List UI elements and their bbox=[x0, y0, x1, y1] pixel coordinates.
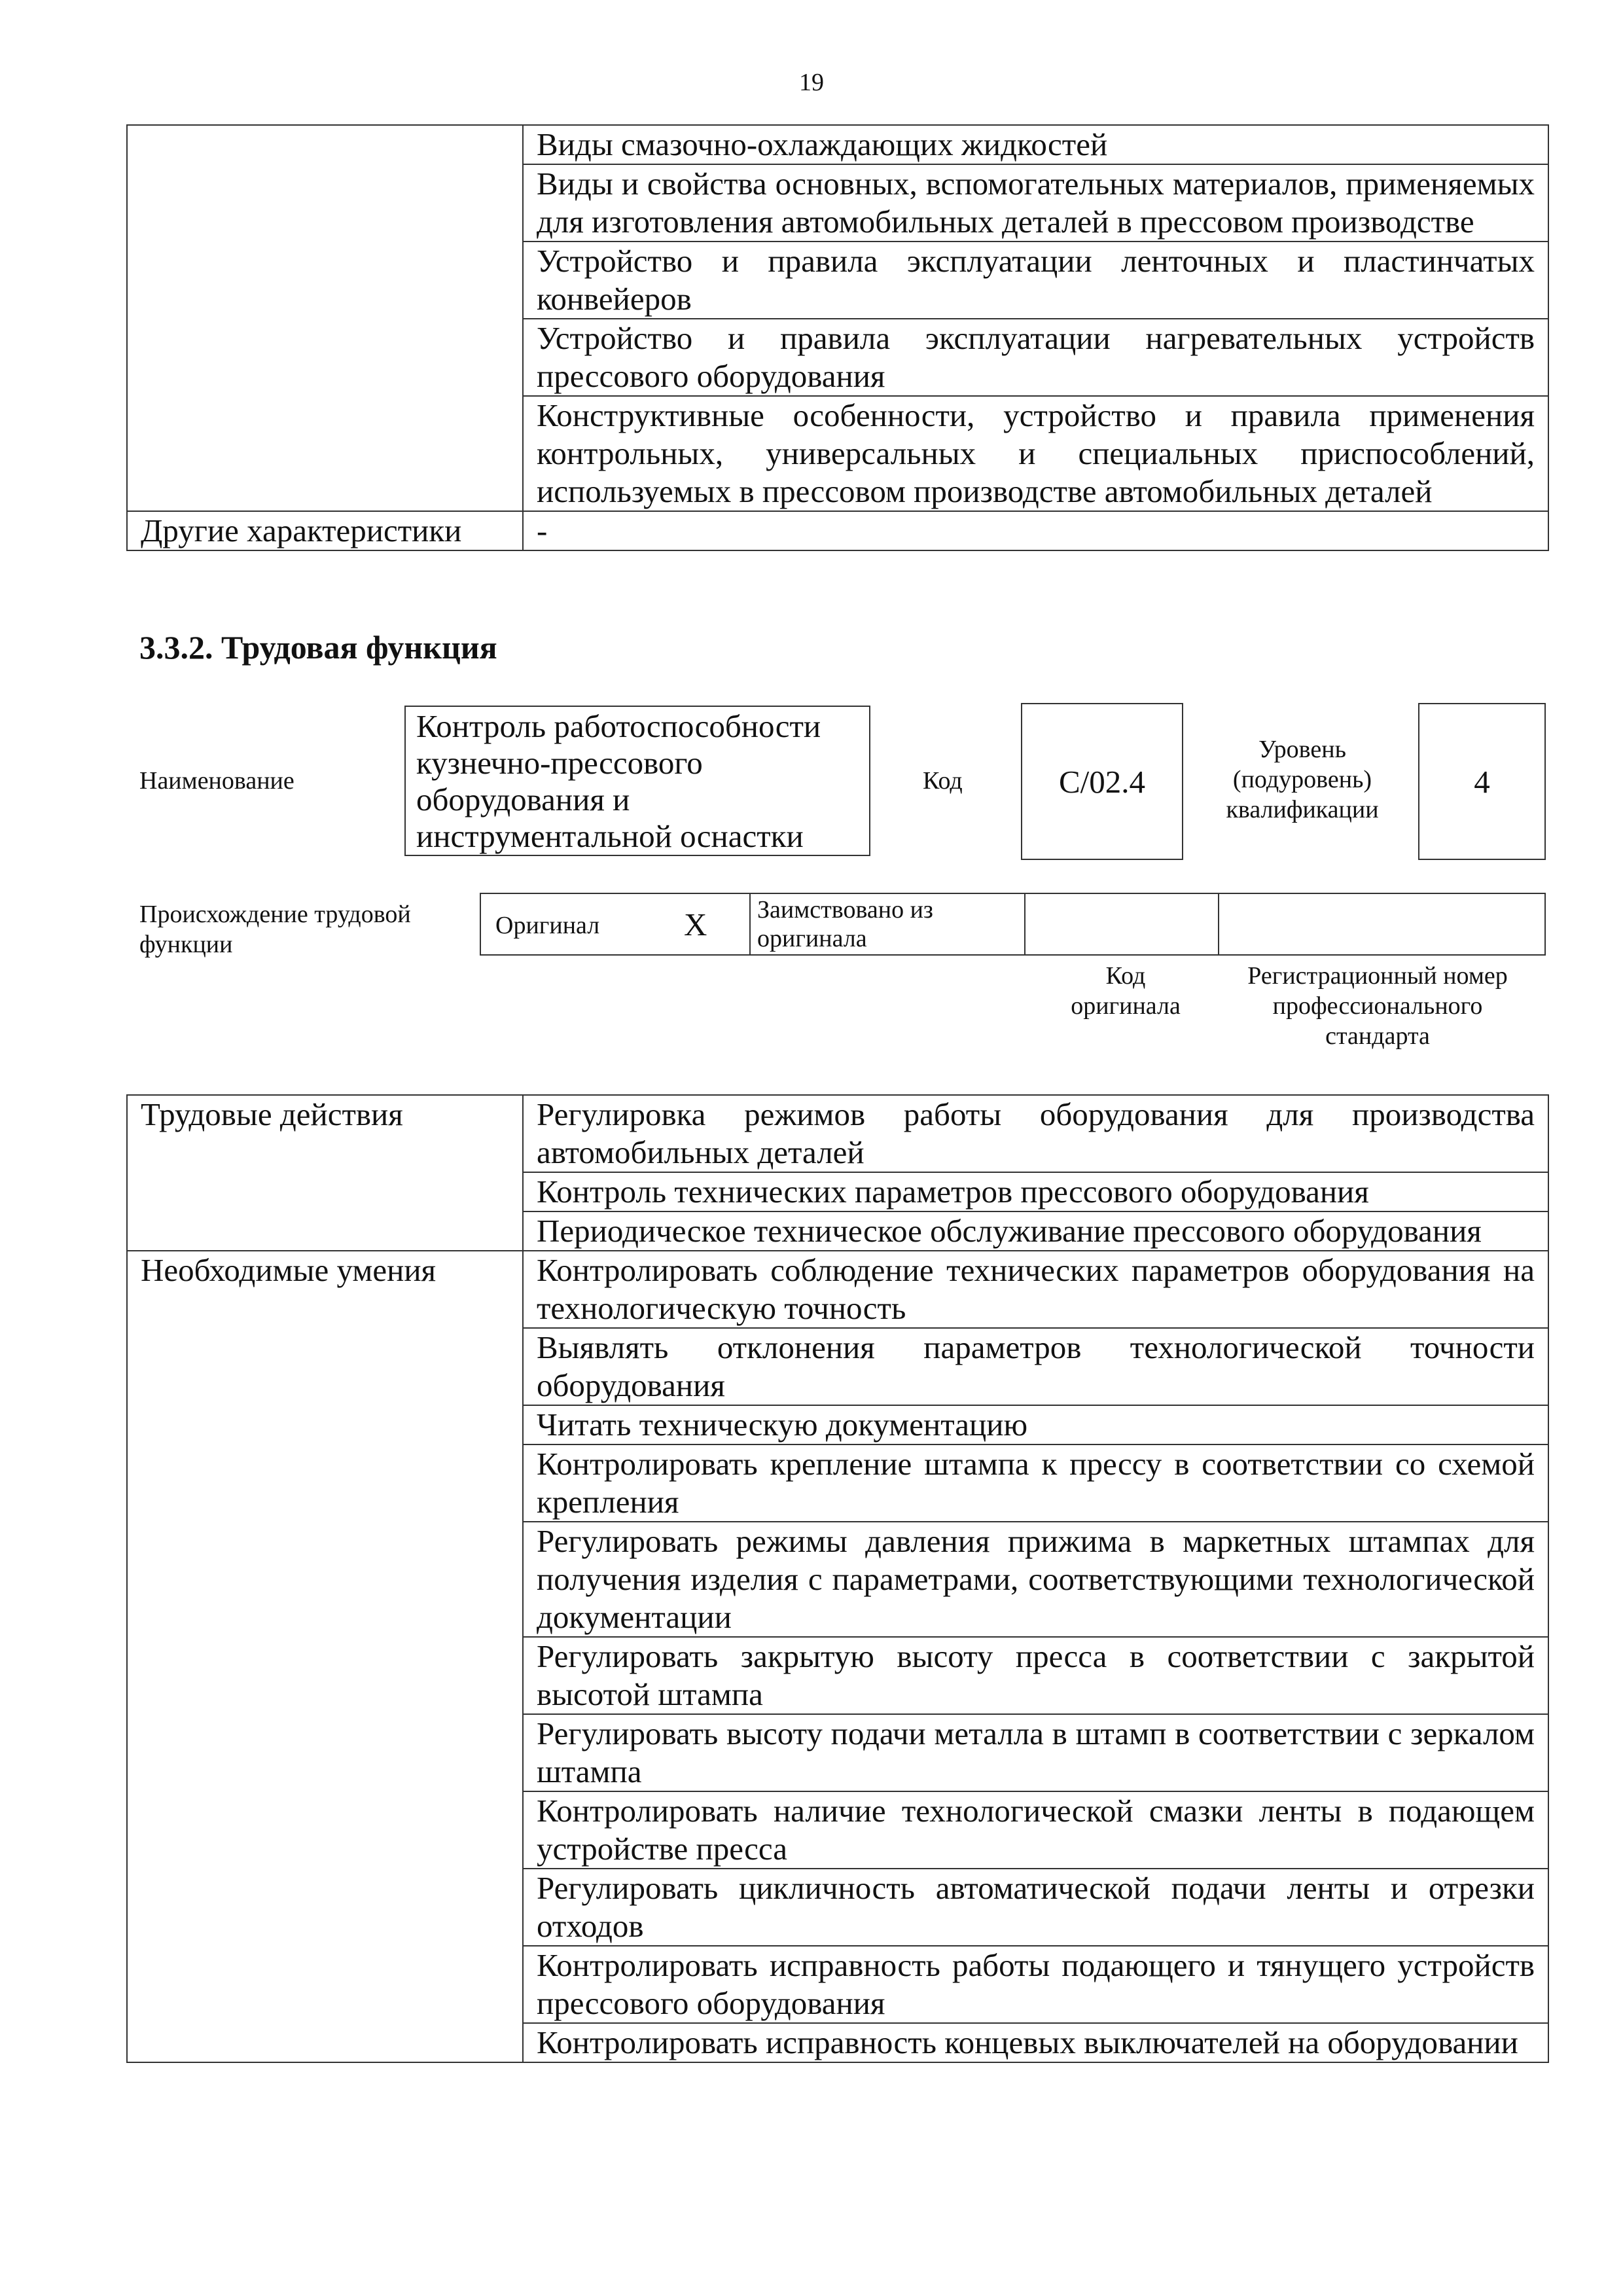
table-row: Контролировать наличие технологической смазки ленты в подающем устройстве пресса bbox=[523, 1791, 1548, 1869]
table-row: Конструктивные особенности, устройство и правила применения контрольных, универсальных и специальных приспособлений, используемых в прессовом производстве автомобильных деталей bbox=[523, 396, 1548, 511]
name-label: Наименование bbox=[139, 767, 294, 795]
borrowed-cell: Заимствовано из оригинала bbox=[751, 894, 1026, 954]
function-code-box: C/02.4 bbox=[1021, 703, 1183, 860]
table-row: Регулировать режимы давления прижима в маркетных штампах для получения изделия с параметрами, соответствующими технологической документации bbox=[523, 1522, 1548, 1637]
table-row: - bbox=[523, 511, 1548, 550]
table-row: Выявлять отклонения параметров технологической точности оборудования bbox=[523, 1328, 1548, 1405]
continuation-table bbox=[126, 124, 1549, 551]
table-row: Устройство и правила эксплуатации ленточных и пластинчатых конвейеров bbox=[523, 242, 1548, 319]
table-row: Контроль технических параметров прессового оборудования bbox=[523, 1172, 1548, 1211]
table-label-cell: Другие характеристики bbox=[127, 511, 523, 550]
table-row: Устройство и правила эксплуатации нагревательных устройств прессового оборудования bbox=[523, 319, 1548, 396]
table-row: Контролировать исправность концевых выключателей на оборудовании bbox=[523, 2023, 1548, 2062]
level-label: Уровень (подуровень) квалификации bbox=[1226, 736, 1379, 823]
table-row: Контролировать соблюдение технических параметров оборудования на технологическую точность bbox=[523, 1251, 1548, 1328]
main-table bbox=[126, 1094, 1549, 2063]
table-label-cell: Трудовые действия bbox=[127, 1095, 523, 1251]
origin-label: Происхождение трудовой функции bbox=[139, 901, 411, 958]
table-row: Регулировать закрытую высоту пресса в соответствии с закрытой высотой штампа bbox=[523, 1637, 1548, 1714]
origin-table bbox=[480, 893, 1546, 956]
reg-caption: Регистрационный номер профессионального стандарта bbox=[1247, 962, 1508, 1050]
original-label: Оригинал bbox=[495, 912, 600, 939]
table-label-cell bbox=[127, 125, 523, 511]
table-row: Контролировать исправность работы подающего и тянущего устройств прессового оборудования bbox=[523, 1946, 1548, 2023]
original-mark: X bbox=[684, 906, 707, 942]
table-row: Контролировать крепление штампа к прессу в соответствии со схемой крепления bbox=[523, 1444, 1548, 1522]
function-name-box: Контроль работоспособности кузнечно-прессового оборудования и инструментальной оснастки bbox=[404, 706, 870, 856]
table-row: Регулировать цикличность автоматической подачи ленты и отрезки отходов bbox=[523, 1869, 1548, 1946]
reg-number-cell bbox=[1219, 894, 1544, 954]
original-cell bbox=[481, 894, 751, 954]
page-number: 19 bbox=[799, 69, 824, 96]
table-row: Периодическое техническое обслуживание прессового оборудования bbox=[523, 1211, 1548, 1251]
table-row: Регулировка режимов работы оборудования для производства автомобильных деталей bbox=[523, 1095, 1548, 1172]
original-code-cell bbox=[1026, 894, 1219, 954]
table-row: Виды и свойства основных, вспомогательных материалов, применяемых для изготовления автомобильных деталей в прессовом производстве bbox=[523, 164, 1548, 242]
table-label-cell: Необходимые умения bbox=[127, 1251, 523, 2062]
table-row: Виды смазочно-охлаждающих жидкостей bbox=[523, 125, 1548, 164]
qualification-level-box: 4 bbox=[1418, 703, 1546, 860]
table-row: Регулировать высоту подачи металла в штамп в соответствии с зеркалом штампа bbox=[523, 1714, 1548, 1791]
code-label: Код bbox=[923, 767, 963, 795]
section-heading: 3.3.2. Трудовая функция bbox=[139, 629, 497, 666]
table-row: Читать техническую документацию bbox=[523, 1405, 1548, 1444]
code-caption: Код оригинала bbox=[1071, 962, 1181, 1020]
